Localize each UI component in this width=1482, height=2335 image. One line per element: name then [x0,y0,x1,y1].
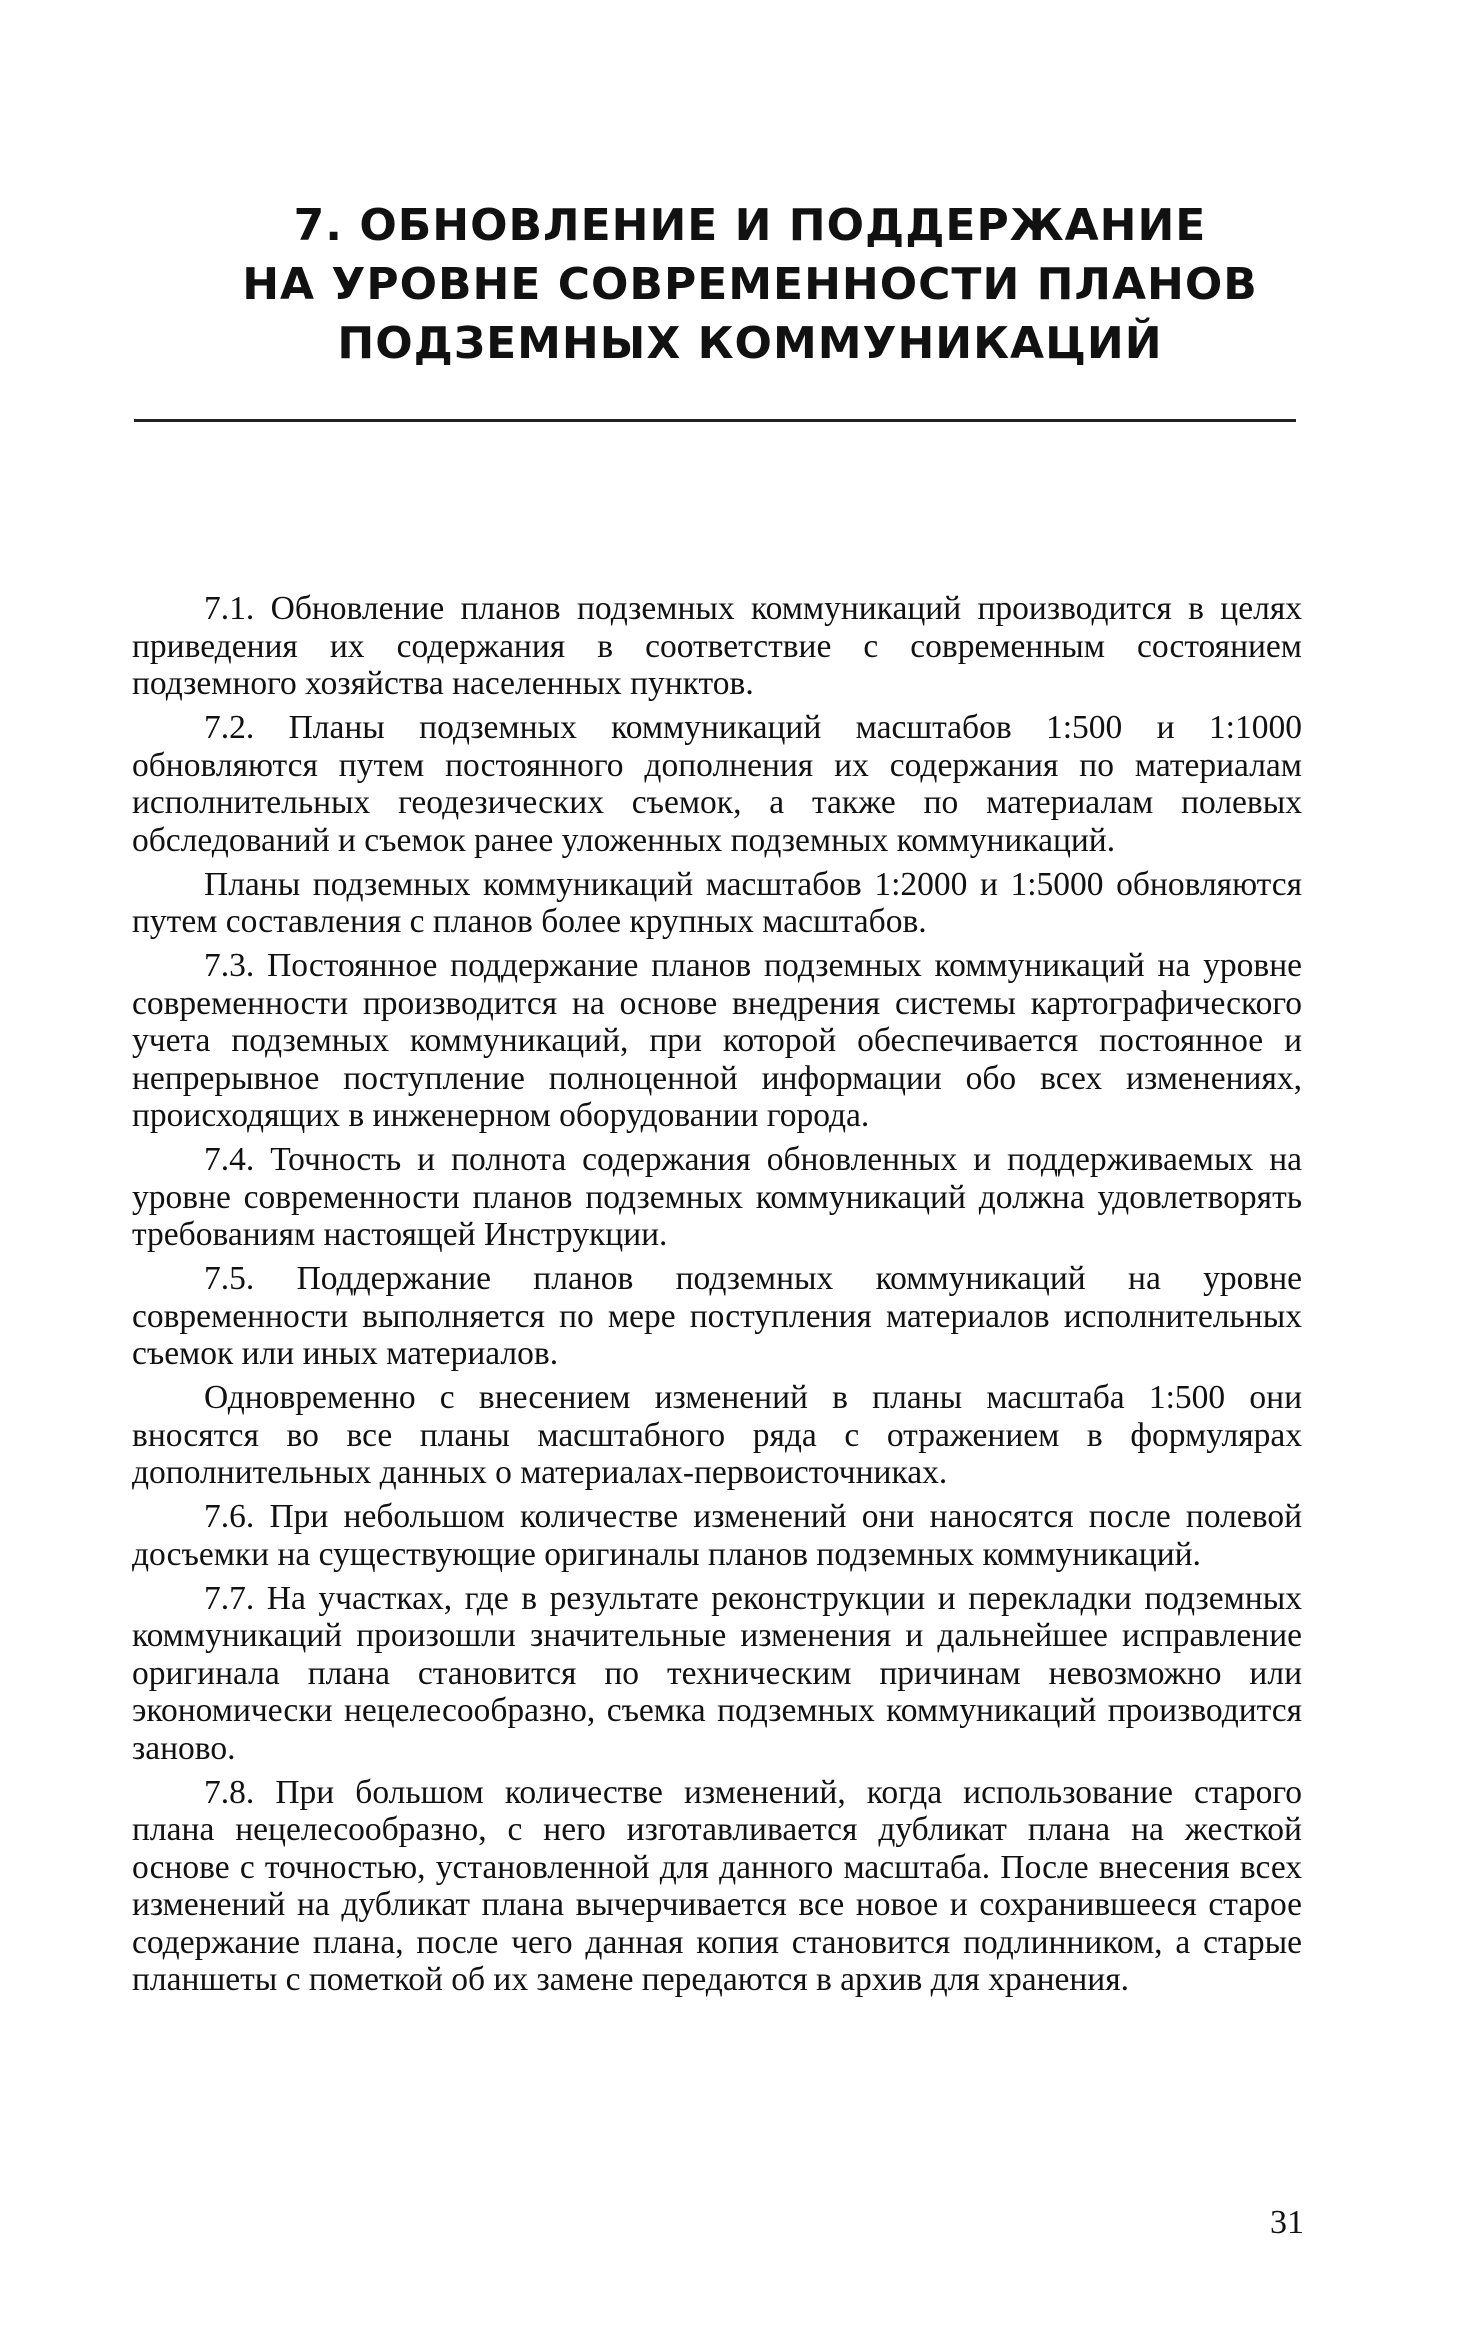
heading-line-2: НА УРОВНЕ СОВРЕМЕННОСТИ ПЛАНОВ [242,259,1258,310]
heading-divider [134,419,1296,422]
paragraph-7-5-continued: Одновременно с внесением изменений в планы масштаба 1:500 они вносятся во все планы масштабного ряда с отражением в формулярах дополнительных данных о материалах-первоисточниках. [132,1379,1302,1491]
section-heading [200,196,1300,373]
paragraph-7-2: 7.2. Планы подземных коммуникаций масштабов 1:500 и 1:1000 обновляются путем постоянного дополнения их содержания по материалам исполнительных геодезических съемок, а также по материалам полевых обследований и съемок ранее уложенных подземных коммуникаций. [132,709,1302,859]
paragraph-7-3: 7.3. Постоянное поддержание планов подземных коммуникаций на уровне современности производится на основе внедрения системы картографического учета подземных коммуникаций, при которой обеспечивается постоянное и непрерывное поступление полноценной информации обо всех изменениях, происходящих в инженерном оборудовании города. [132,947,1302,1134]
paragraph-7-8: 7.8. При большом количестве изменений, когда использование старого плана нецелесообразно, с него изготавливается дубликат плана на жесткой основе с точностью, установленной для данного масштаба. После внесения всех изменений на дубликат плана вычерчивается все новое и сохранившееся старое содержание плана, после чего данная копия становится подлинником, а старые планшеты с пометкой об их замене передаются в архив для хранения. [132,1773,1302,1998]
paragraph-7-2-continued: Планы подземных коммуникаций масштабов 1:2000 и 1:5000 обновляются путем составления с планов более крупных масштабов. [132,865,1302,940]
heading-line-1: 7. ОБНОВЛЕНИЕ И ПОДДЕРЖАНИЕ [293,200,1207,251]
paragraph-7-5: 7.5. Поддержание планов подземных коммуникаций на уровне современности выполняется по мере поступления материалов исполнительных съемок или иных материалов. [132,1260,1302,1372]
heading-line-3: ПОДЗЕМНЫХ КОММУНИКАЦИЙ [337,318,1163,369]
page-number: 31 [1270,2204,1304,2241]
paragraph-7-6: 7.6. При небольшом количестве изменений они наносятся после полевой досъемки на существующие оригиналы планов подземных коммуникаций. [132,1498,1302,1573]
paragraph-7-4: 7.4. Точность и полнота содержания обновленных и поддерживаемых на уровне современности планов подземных коммуникаций должна удовлетворять требованиям настоящей Инструкции. [132,1141,1302,1253]
paragraph-7-7: 7.7. На участках, где в результате реконструкции и перекладки подземных коммуникаций произошли значительные изменения и дальнейшее исправление оригинала плана становится по техническим причинам невозможно или экономически нецелесообразно, съемка подземных коммуникаций производится заново. [132,1579,1302,1767]
section-body [132,590,1302,2005]
paragraph-7-1: 7.1. Обновление планов подземных коммуникаций производится в целях приведения их содержания в соответствие с современным состоянием подземного хозяйства населенных пунктов. [132,590,1302,702]
